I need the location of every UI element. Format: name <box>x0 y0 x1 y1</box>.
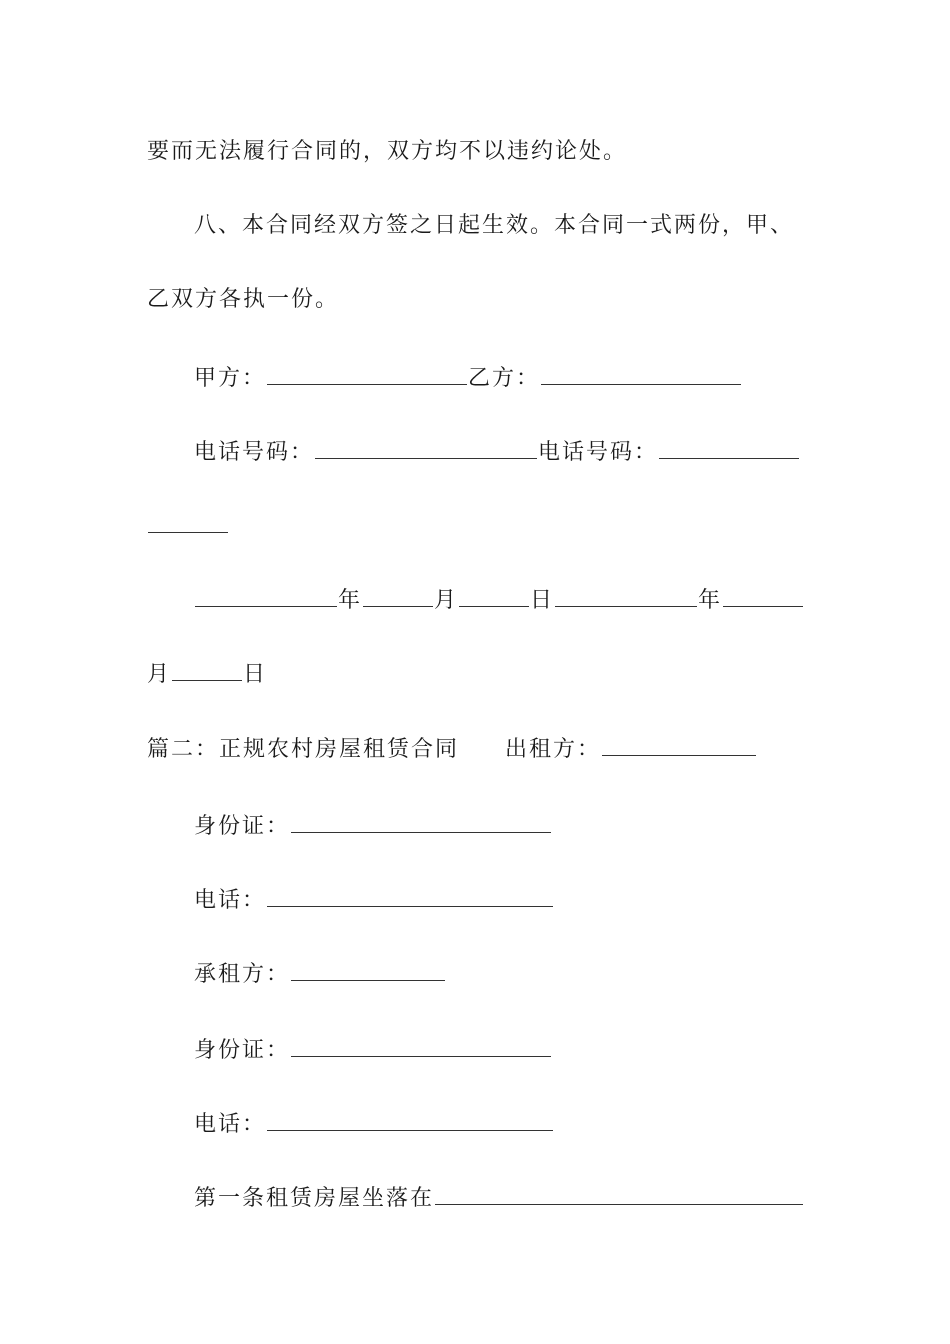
signature-row <box>194 362 742 394</box>
date-row <box>194 584 804 616</box>
phone-blank <box>267 884 553 907</box>
month-label: 月 <box>147 662 172 687</box>
phone-b-blank-continued <box>148 510 228 533</box>
lessor-phone-row <box>194 884 554 916</box>
lessee-blank <box>291 958 445 981</box>
lessee-phone-row <box>194 1108 554 1140</box>
id-card-blank <box>291 1034 551 1057</box>
id-card-label: 身份证： <box>194 814 291 839</box>
lessor-label: 出租方： <box>505 737 602 762</box>
lessee-label: 承租方： <box>194 962 291 987</box>
lessee-id-row <box>194 1034 552 1066</box>
phone-row-continued <box>147 510 229 542</box>
paragraph-line: 要而无法履行合同的，双方均不以违约论处。 <box>147 139 628 164</box>
year-blank <box>555 584 697 607</box>
phone-a-blank <box>315 436 537 459</box>
phone-blank <box>267 1108 553 1131</box>
year-blank <box>195 584 337 607</box>
phone-a-label: 电话号码： <box>194 440 315 465</box>
lessor-id-row <box>194 810 552 842</box>
month-blank <box>363 584 433 607</box>
day-blank <box>459 584 529 607</box>
id-card-blank <box>291 810 551 833</box>
party-b-blank <box>541 362 741 385</box>
article-one-label: 第一条租赁房屋坐落在 <box>194 1186 435 1211</box>
article-one-row <box>194 1182 804 1214</box>
party-b-label: 乙方： <box>468 366 541 391</box>
party-a-blank <box>267 362 467 385</box>
day-label: 日 <box>243 662 268 687</box>
lessor-blank <box>602 733 756 756</box>
year-label: 年 <box>698 588 723 613</box>
lessee-row <box>194 958 446 990</box>
clause-eight: 八、本合同经双方签之日起生效。本合同一式两份，甲、 <box>194 213 795 238</box>
phone-label: 电话： <box>194 888 267 913</box>
party-a-label: 甲方： <box>194 366 267 391</box>
location-blank <box>435 1182 803 1205</box>
id-card-label: 身份证： <box>194 1038 291 1063</box>
phone-row <box>194 436 800 468</box>
part-two-title: 篇二：正规农村房屋租赁合同 <box>147 737 460 762</box>
month-label: 月 <box>434 588 459 613</box>
year-label: 年 <box>338 588 363 613</box>
date-row-continued <box>147 658 267 690</box>
day-label: 日 <box>530 588 555 613</box>
phone-b-label: 电话号码： <box>538 440 659 465</box>
day-blank <box>172 658 242 681</box>
month-blank <box>723 584 803 607</box>
phone-label: 电话： <box>194 1112 267 1137</box>
paragraph-line: 乙双方各执一份。 <box>147 287 340 312</box>
part-two-heading-row <box>147 733 757 765</box>
phone-b-blank <box>659 436 799 459</box>
